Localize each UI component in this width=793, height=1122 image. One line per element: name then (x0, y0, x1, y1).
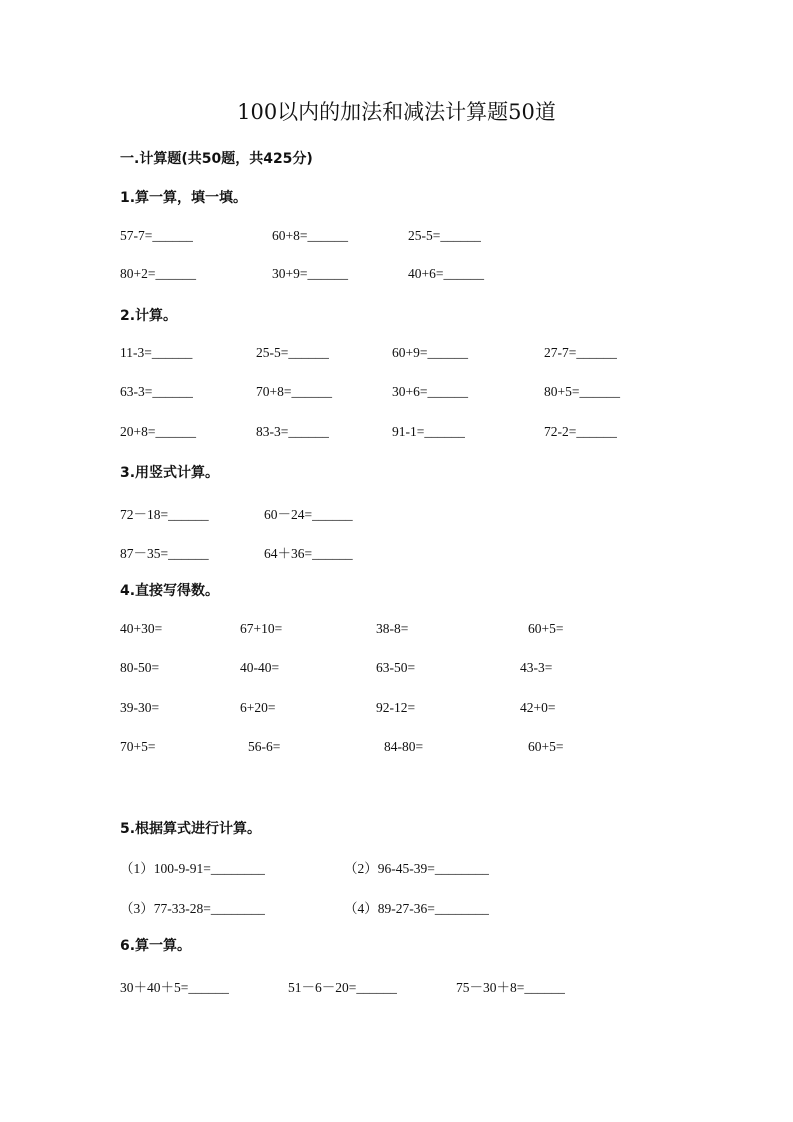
q2-item: 20+8=______ (120, 424, 196, 439)
q3-item: 60－24=______ (264, 507, 353, 522)
q4-item: 60+5= (528, 739, 564, 754)
q2-item: 30+6=______ (392, 384, 468, 399)
q1-item: 30+9=______ (272, 266, 348, 281)
q1-item: 80+2=______ (120, 266, 196, 281)
q4-item: 40+30= (120, 621, 163, 636)
q2-item: 72-2=______ (544, 424, 617, 439)
q2-item: 80+5=______ (544, 384, 620, 399)
q6-item: 30＋40＋5=______ (120, 980, 229, 995)
q6-item: 75－30＋8=______ (456, 980, 565, 995)
q4-item: 38-8= (376, 621, 409, 636)
q5-item: （1）100-9-91=________ (120, 861, 265, 876)
q6-item: 51－6－20=______ (288, 980, 397, 995)
q1-heading: 1.算一算，填一填。 (120, 190, 248, 206)
q2-item: 70+8=______ (256, 384, 332, 399)
q4-item: 70+5= (120, 739, 156, 754)
q2-item: 60+9=______ (392, 345, 468, 360)
q4-item: 67+10= (240, 621, 283, 636)
q1-item: 60+8=______ (272, 228, 348, 243)
q3-heading: 3.用竖式计算。 (120, 465, 220, 481)
q6-heading: 6.算一算。 (120, 938, 192, 954)
q3-item: 87－35=______ (120, 546, 209, 561)
q4-item: 60+5= (528, 621, 564, 636)
q4-item: 63-50= (376, 660, 416, 675)
q2-item: 11-3=______ (120, 345, 193, 360)
q2-item: 25-5=______ (256, 345, 329, 360)
q4-heading: 4.直接写得数。 (120, 583, 220, 599)
q4-item: 80-50= (120, 660, 160, 675)
q1-item: 40+6=______ (408, 266, 484, 281)
q2-heading: 2.计算。 (120, 308, 178, 324)
q2-item: 27-7=______ (544, 345, 617, 360)
q4-item: 40-40= (240, 660, 280, 675)
q5-heading: 5.根据算式进行计算。 (120, 821, 262, 837)
section-heading: 一.计算题(共50题，共425分) (120, 151, 313, 167)
q2-item: 91-1=______ (392, 424, 465, 439)
q3-item: 72－18=______ (120, 507, 209, 522)
q2-item: 83-3=______ (256, 424, 329, 439)
q4-item: 84-80= (384, 739, 424, 754)
q4-item: 92-12= (376, 700, 416, 715)
q5-item: （2）96-45-39=________ (344, 861, 489, 876)
page-title: 100以内的加法和减法计算题50道 (237, 100, 556, 124)
q5-item: （4）89-27-36=________ (344, 901, 489, 916)
q2-item: 63-3=______ (120, 384, 193, 399)
q4-item: 6+20= (240, 700, 276, 715)
q4-item: 39-30= (120, 700, 160, 715)
q4-item: 42+0= (520, 700, 556, 715)
q1-item: 25-5=______ (408, 228, 481, 243)
q3-item: 64＋36=______ (264, 546, 353, 561)
q5-item: （3）77-33-28=________ (120, 901, 265, 916)
q1-item: 57-7=______ (120, 228, 193, 243)
q4-item: 43-3= (520, 660, 553, 675)
q4-item: 56-6= (248, 739, 281, 754)
